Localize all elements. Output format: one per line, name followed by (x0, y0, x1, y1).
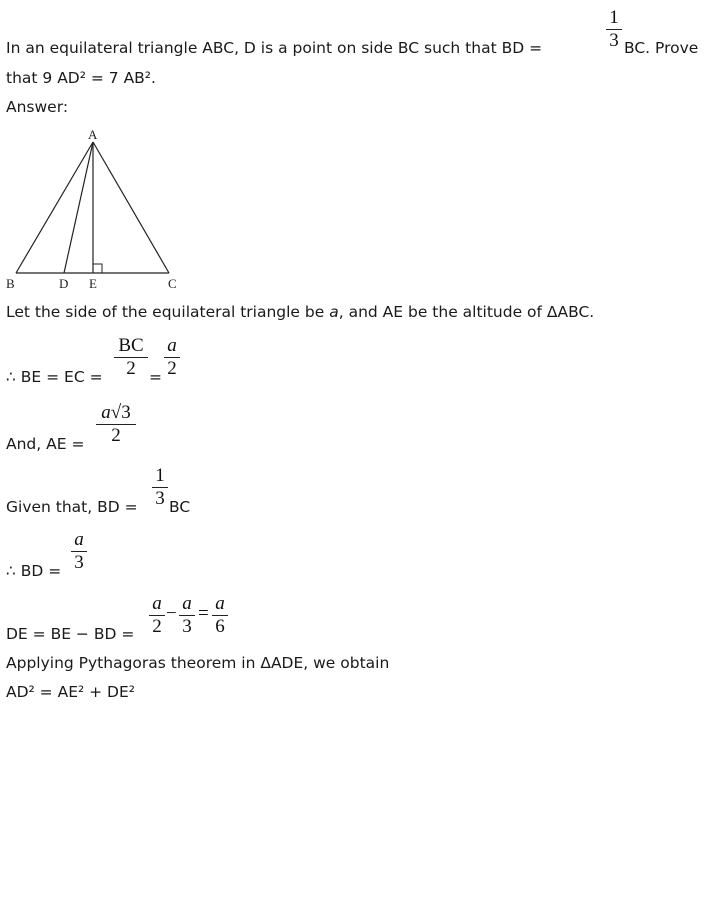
fraction-numerator: BC (118, 335, 144, 356)
de-label: DE = BE − BD = (6, 625, 135, 643)
question-line2: that 9 AD² = 7 AB². (6, 69, 156, 87)
right-angle-mark (93, 264, 102, 273)
triangle-diagram (0, 125, 190, 295)
de-fraction-1 (149, 594, 165, 637)
fraction-numerator: a (167, 335, 177, 356)
de-minus: − (166, 603, 177, 624)
fraction-denominator: 2 (167, 358, 177, 379)
pythagoras-line: Applying Pythagoras theorem in ΔADE, we obtain (6, 654, 390, 672)
question-line1-end: BC. Prove (624, 39, 699, 57)
ae-label: And, AE = (6, 435, 85, 453)
intro-variable: a (329, 303, 339, 321)
fraction-numerator: a (182, 593, 192, 614)
de-fraction-3 (212, 594, 228, 637)
intro-text-a: Let the side of the equilateral triangle be (6, 303, 325, 321)
answer-label: Answer: (6, 98, 69, 116)
be-ec-fraction-2 (164, 336, 180, 379)
bd-fraction (71, 530, 87, 573)
fraction-numerator (101, 403, 130, 423)
be-ec-label: ∴ BE = EC = (6, 368, 103, 386)
label-d: D (59, 276, 69, 291)
question-fraction (606, 8, 622, 51)
ae-num-root: √3 (110, 402, 131, 423)
fraction-denominator: 2 (152, 616, 162, 637)
fraction-denominator: 6 (215, 616, 225, 637)
final-equation: AD² = AE² + DE² (6, 683, 135, 701)
de-fraction-2 (179, 594, 195, 637)
side-ab (16, 142, 93, 273)
fraction-denominator: 3 (74, 552, 84, 573)
be-ec-fraction-1 (114, 336, 148, 379)
side-ac (93, 142, 169, 273)
de-equals: = (198, 603, 209, 624)
fraction-numerator: 1 (609, 7, 619, 28)
be-ec-equals: = (149, 368, 162, 386)
ae-num-variable: a (101, 402, 111, 423)
segment-ad (64, 142, 93, 273)
label-a: A (88, 127, 98, 142)
fraction-denominator: 2 (111, 425, 121, 446)
fraction-denominator: 3 (155, 488, 165, 509)
bd-label: ∴ BD = (6, 562, 62, 580)
fraction-numerator: a (152, 593, 162, 614)
intro-text-b: , and AE be the altitude of ΔABC. (338, 303, 595, 321)
label-b: B (6, 276, 15, 291)
fraction-numerator: a (215, 593, 225, 614)
given-fraction (152, 466, 168, 509)
given-label: Given that, BD = (6, 498, 138, 516)
question-line1-start: In an equilateral triangle ABC, D is a point on side BC such that BD = (6, 39, 543, 57)
label-c: C (168, 276, 177, 291)
label-e: E (89, 276, 97, 291)
fraction-denominator: 3 (182, 616, 192, 637)
fraction-denominator: 2 (126, 358, 136, 379)
ae-fraction (96, 403, 136, 446)
intro-line (6, 303, 594, 321)
given-tail: BC (169, 498, 191, 516)
fraction-numerator: 1 (155, 465, 165, 486)
fraction-denominator: 3 (609, 30, 619, 51)
fraction-numerator: a (74, 529, 84, 550)
